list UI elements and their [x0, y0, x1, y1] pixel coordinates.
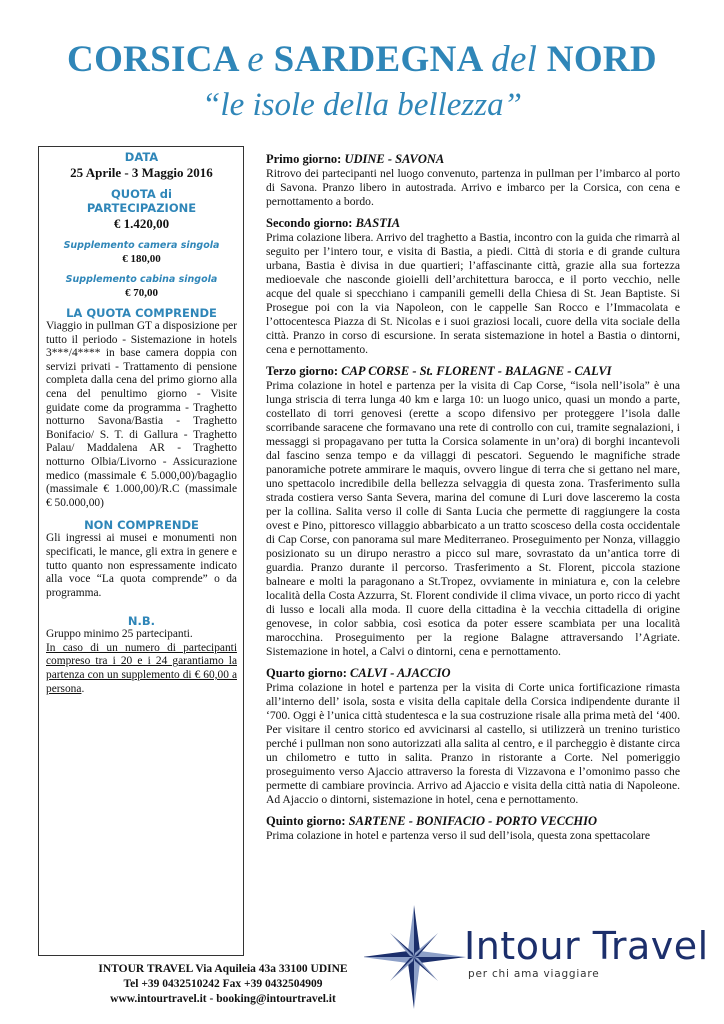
footer-phone: Tel +39 0432510242 Fax +39 0432504909: [123, 978, 323, 990]
non-comprende-text: Gli ingressi ai musei e monumenti non specificati, le mance, gli extra in genere e tutto quanto non espressamente indicato alla voce “La quota comprende” o da programma.: [46, 532, 237, 599]
day-title: [266, 814, 680, 829]
day-places: CALVI - AJACCIO: [350, 666, 451, 680]
day-title: [266, 216, 680, 231]
info-sidebar: [38, 146, 244, 956]
quota-heading: [46, 187, 237, 215]
nb-text: [46, 628, 237, 696]
supp-cabina-label: Supplemento cabina singola: [65, 274, 218, 285]
day-places: SARTENE - BONIFACIO - PORTO VECCHIO: [348, 814, 597, 828]
quota-heading-line: QUOTA di: [111, 187, 172, 201]
day-section: [266, 364, 680, 659]
itinerary: [266, 152, 680, 850]
day-text: Prima colazione in hotel e partenza per la visita di Cap Corse, “isola nell’isola” è una lunga striscia di terra lunga 40 km e larga 10: un luogo unico, quasi un mondo a parte, costellato di torri genovesi (erette a scopo difensivo per proteggere l’isola dalle scorribande saracene che formavano una rete di controllo con cui, tramite segnalazioni, i messaggi si propagavano per tutta la Corsica solamente in un’ora) di borghi incantevoli dal fascino senza tempo e da villaggi di pescatori. Seguendo le magnifiche strade panoramiche potrete ammirare le maquis, ovvero lingue di terra che si gettano nel mare, uno spettacolo incredibile della bellezza selvaggia di questa zona. Trasferimento sulla strada costiera verso Santa Severa, marina del comune di Luri dove lasceremo la costa per la collina. Salita verso il colle di Santa Lucia che permette di raggiungere la costa ovest e Pino, pittoresco villaggio abbarbicato a un tratto scosceso della costa occidentale di Cap Corse, con panorama sul mare Mediterraneo. Proseguimento per Nonza, villaggio posizionato su un dirupo nerastro a picco sul mare, sovrastato da un’antica torre di guardia. Pranzo durante il percorso. Trasferimento a St. Florent, piccola stazione balneare e molti la paragonano a St.Tropez, ovviamente in miniatura e, con la celebre località della Costa Azzurra, St. Florent condivide il clima vivace, un porto ricco di yacht di lusso e locali alla moda. Il cuore della cittadina è la vecchia cittadella di origine genovese, in color sabbia, così esotica da poter essere scambiata per una località marocchina. Proseguimento per la regione Balagne attraversando l’Agriate. Sistemazione in hotel, a Calvi o dintorni, cena e pernottamento.: [266, 379, 680, 658]
page-header: [0, 38, 724, 124]
trip-price: € 1.420,00: [113, 216, 170, 231]
agency-footer: [38, 962, 408, 1007]
title-part: CORSICA: [67, 39, 248, 80]
footer-address: INTOUR TRAVEL Via Aquileia 43a 33100 UDINE: [98, 963, 348, 975]
logo-tagline: per chi ama viaggiare: [468, 968, 600, 980]
nb-heading: N.B.: [127, 614, 156, 629]
day-label: Quinto giorno:: [266, 814, 349, 828]
comprende-heading: LA QUOTA COMPRENDE: [66, 306, 217, 320]
day-places: CAP CORSE - St. FLORENT - BALAGNE - CALVI: [341, 364, 612, 378]
day-section: [266, 152, 680, 209]
supp-camera-label: Supplemento camera singola: [63, 240, 220, 251]
quota-heading-line: PARTECIPAZIONE: [86, 201, 197, 215]
nb-supplement-note: In caso di un numero di partecipanti compreso tra i 20 e i 24 garantiamo la partenza con un supplemento di € 60,00 a persona: [46, 641, 237, 695]
day-text: Prima colazione libera. Arrivo del traghetto a Bastia, incontro con la guida che rimarrà al seguito per l’intero tour, e visita di Bastia, a piedi. Città di storia e di grande cultura urbana, Bastia è divisa in due quartieri; l’affascinante città, grazie alla sua fortezza medioevale che nasconde gioielli dell’architettura barocca, e il porto vecchio, nelle acque del quale si specchiano i campanili gemelli della Chiesa di St. Jean Baptiste. Si Prosegue poi con la via Napoleon, con le cappelle San Rocco e l’Immacolata e l’ottocentesca Piazza di St. Nicolas e i suoi graziosi locali, cuore della vita sociale della città. Pranzo in corso di escursione. In serata sistemazione in hotel a Bastia o dintorni, cena e pernottamento.: [266, 231, 680, 356]
day-places: BASTIA: [355, 216, 401, 230]
day-section: [266, 216, 680, 357]
comprende-text: Viaggio in pullman GT a disposizione per tutto il periodo - Sistemazione in hotels 3***/4**** in base camera doppia con servizi privati - Trattamento di pensione completa dalla cena del primo giorno alla cena del penultimo giorno - Visite guidate come da programma - Traghetto notturno Savona/Bastia - Traghetto Bonifacio/ S. T. di Gallura - Traghetto Palau/ Maddalena AR - Traghetto notturno Olbia/Livorno - Assicurazione medico (massimale € 5.000,00)/bagaglio (massimale € 1.000,00)/R.C (massimale € 50.000,00): [46, 320, 237, 509]
day-text: Ritrovo dei partecipanti nel luogo convenuto, partenza in pullman per l’imbarco al porto di Savona. Pranzo libero in autostrada. Arrivo e imbarco per la Corsica, con cena e pernottamento a bordo.: [266, 167, 680, 208]
day-section: [266, 814, 680, 843]
day-label: Primo giorno:: [266, 152, 345, 166]
trip-dates: 25 Aprile - 3 Maggio 2016: [70, 165, 213, 180]
intour-logo: [364, 902, 709, 1012]
title-part: del: [491, 39, 538, 80]
day-text: Prima colazione in hotel e partenza per la visita di Corte unica fortificazione rimasta all’interno dell’ isola, sosta e visita della capitale della Corsica indipendente durante il ‘700. Oggi è l’unica città studentesca e la sua costruzione risale alla prima metà del ‘400. Per visitare il centro storico ed avvicinarsi al castello, si utilizzerà un trenino turistico perché i pullman non sono autorizzati alla salita al centro, e il parcheggio è distante circa un chilometro e tutto in salita. Pranzo in ristorante a Corte. Nel pomeriggio proseguimento verso Ajaccio attraverso la foresta di Vizzavona e l’omonimo passo che permette di cambiare provincia. Arrivo ad Ajaccio e visita della città natia di Napoleone. Ad Ajaccio o dintorni, sistemazione in hotel, cena e pernottamento.: [266, 681, 680, 806]
subtitle: “le isole della bellezza”: [202, 87, 522, 123]
day-text: Prima colazione in hotel e partenza verso il sud dell’isola, questa zona spettacolare: [266, 829, 651, 842]
footer-web: www.intourtravel.it - booking@intourtravel.it: [110, 993, 336, 1005]
title-part: NORD: [537, 39, 657, 80]
date-heading: DATA: [124, 150, 159, 164]
day-title: [266, 152, 680, 167]
day-label: Terzo giorno:: [266, 364, 342, 378]
compass-rose-icon: [364, 902, 474, 1012]
day-section: [266, 666, 680, 807]
nb-end: .: [81, 682, 85, 695]
supp-cabina-value: € 70,00: [125, 287, 158, 299]
title-part: e: [247, 39, 265, 80]
day-title: [266, 666, 680, 681]
day-label: Quarto giorno:: [266, 666, 351, 680]
non-comprende-heading: NON COMPRENDE: [84, 518, 199, 533]
day-places: UDINE - SAVONA: [344, 152, 445, 166]
day-label: Secondo giorno:: [266, 216, 356, 230]
main-title: [0, 38, 724, 82]
title-part: SARDEGNA: [264, 39, 492, 80]
day-title: [266, 364, 680, 379]
nb-min-group: Gruppo minimo 25 partecipanti.: [46, 628, 193, 641]
logo-name: Intour Travel: [464, 924, 709, 968]
supp-camera-value: € 180,00: [122, 253, 161, 265]
